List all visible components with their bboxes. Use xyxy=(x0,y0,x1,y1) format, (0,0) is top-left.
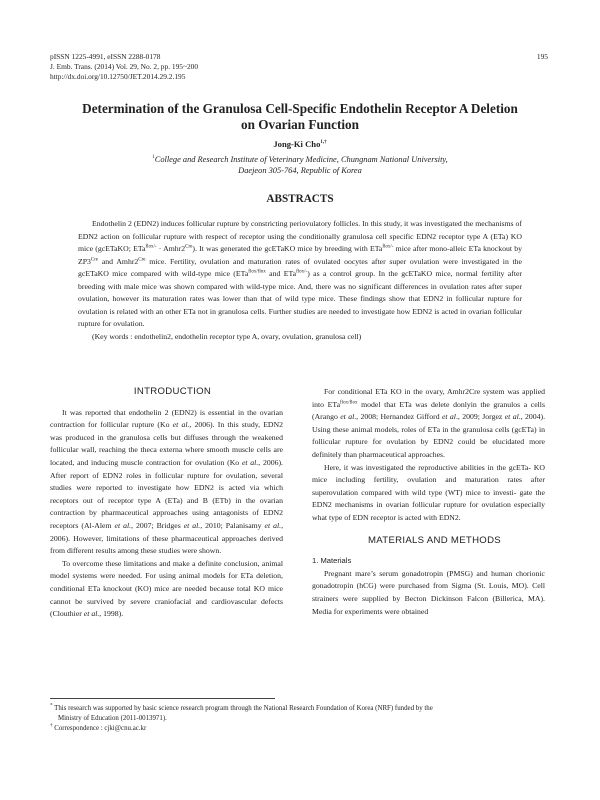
right-column xyxy=(312,386,545,618)
doi-link[interactable]: http://dx.doi.org/10.12750/JET.2014.29.2.195 xyxy=(50,72,186,81)
intro-heading: INTRODUCTION xyxy=(133,386,212,397)
abstract-paragraph: Endothelin 2 (EDN2) induces follicular rupture by constricting periovulatory follicles. In this study, it was investigated the mechanisms of EDN2 action on follicular rupture with respect of receptor using the conditionally granulosa cell specific EDN2 receptor type A (ETa) KO mice (gcETaKO; $ETa^{flox/-} \cdot Amhr2^{Cre}$). It was generated the gcETaKO mice by breeding with ETa$^{flox/-}$ mice after mono-alleic ETa knockout by $ZP3^{Cre}$ and $Amhr2^{Cre}$ mice. Fertility, ovulation and maturation rates of ovulated oocytes after super ovulation were investigated in the gcETaKO mice compared with wild-type mice (ETa$^{flox/flox}$ and ETa$^{flox/-}$) as a control group. In the gcETaKO mice, normal fertility after breeding with male mice was shown compared with wild-type mice. And, there was no significant differences in ovulation rates after super ovulation, however its maturation rates was lower than that of wild type mice. These findings show that EDN2 in follicular rupture for ovulation is related with an other ETa not in granulosa cells. Further studies are needed to investigate how EDN2 is acted in ovarian follicular rupture for ovulation. xyxy=(78,219,523,328)
footnote-divider xyxy=(50,698,275,699)
intro-paragraph-1: It was reported that endothelin 2 (EDN2) is essential in the ovarian contraction for follicular rupture (Ko et al., 2006). In this study, EDN2 was produced in the granulosa cells but diffuses through the weakened follicular wall, reaching the theca externa where smooth muscle cells are located, and inducing muscle contraction for ovulation (Ko et al., 2006). After report of EDN2 roles in follicular rupture for ovulation, several studies were reported to investigate how EDN2 is acted via which receptors out of receptor type A (ETa) and B (ETb) in the ovarian contraction by pharmaceutical approaches using antagonists of EDN2 receptors (Al-Alem et al., 2007; Bridges et al., 2010; Palanisamy et al., 2006). However, limitations of these pharmaceutical approaches derived from different results among these studies were shown. xyxy=(50,407,284,556)
intro-paragraph-2: To overcome these limitations and make a definite conclusion, animal model systems were needed. For using animal models for ETa deletion, conditional ETa knockout (KO) mice are needed because total KO mice cannot be survived by severe craniofacial and cardiovascular defects (Clouthier et al., 1998). xyxy=(50,558,283,619)
affil-mark: 1 xyxy=(152,155,155,161)
affiliation xyxy=(40,154,560,176)
intro-paragraph-3: For conditional ETa KO in the ovary, Amhr2Cre system was applied into ETa$^{flox/flox}$ model that ETa was delete donlyin the granulos a cells (Arango et al., 2008; Hernandez Gifford et al., 2009; Jorgez et al., 2004). Using these animal models, roles of ETa in the granulosa cells (gcETa) in follicular rupture for ovulation by EDN2 could be elucidated more definitely than pharmaceutical approaches. xyxy=(312,387,546,459)
author-name: Jong-Ki Cho xyxy=(273,139,321,149)
title-line-2: on Ovarian Function xyxy=(241,117,359,132)
page-number: 195 xyxy=(536,52,548,61)
author xyxy=(0,139,600,149)
abstract-heading: ABSTRACTS xyxy=(266,193,334,205)
abstract-body xyxy=(78,218,522,343)
intro-paragraph-4: Here, it was investigated the reproductive abilities in the gcETa- KO mice including fertility, ovulation and maturation rates after superovulation compared with wild type (WT) mice to investi- gate the EDN2 mechanisms in ovarian follicular rupture for ovulation especially what type of EDN receptor is acted with EDN2. xyxy=(312,462,545,522)
materials-methods-heading: MATERIALS AND METHODS xyxy=(368,534,501,546)
affiliation-line-1 xyxy=(40,154,560,165)
title-line-1: Determination of the Granulosa Cell-Specific Endothelin Receptor A Deletion xyxy=(82,101,518,116)
correspondence-footnote: † Correspondence : cjki@cnu.ac.kr xyxy=(50,723,147,732)
issn-line: pISSN 1225-4991, eISSN 2288-0178 xyxy=(50,52,161,61)
paper-title xyxy=(40,101,560,133)
funding-footnote: * This research was supported by basic science research program through the National Research Foundation of Korea (NRF) funded by the xyxy=(50,703,433,712)
keywords: (Key words : endothelin2, endothelin receptor type A, ovary, ovulation, granulosa cell) xyxy=(92,331,362,341)
affiliation-line-2: Daejeon 305-764, Republic of Korea xyxy=(238,166,362,175)
citation-line: J. Emb. Trans. (2014) Vol. 29, No. 2, pp. 195~200 xyxy=(50,62,199,71)
materials-subheading: 1. Materials xyxy=(312,556,352,566)
funding-footnote-cont: Ministry of Education (2011-0013971). xyxy=(58,715,167,722)
author-mark: 1,† xyxy=(320,140,327,146)
affil-text-1: College and Research Institute of Veterinary Medicine, Chungnam National University, xyxy=(154,155,448,164)
materials-paragraph: Pregnant mare’s serum gonadotropin (PMSG) and human chorionic gonadotropin (hCG) were purchased from Sigma (St. Louis, MO). Cell strainers were supplied by Becton Dickinson Falcon (Billerica, MA). Media for experiments were obtained xyxy=(312,568,545,616)
left-column xyxy=(50,386,283,621)
journal-header xyxy=(50,52,198,82)
footnotes xyxy=(50,704,550,734)
